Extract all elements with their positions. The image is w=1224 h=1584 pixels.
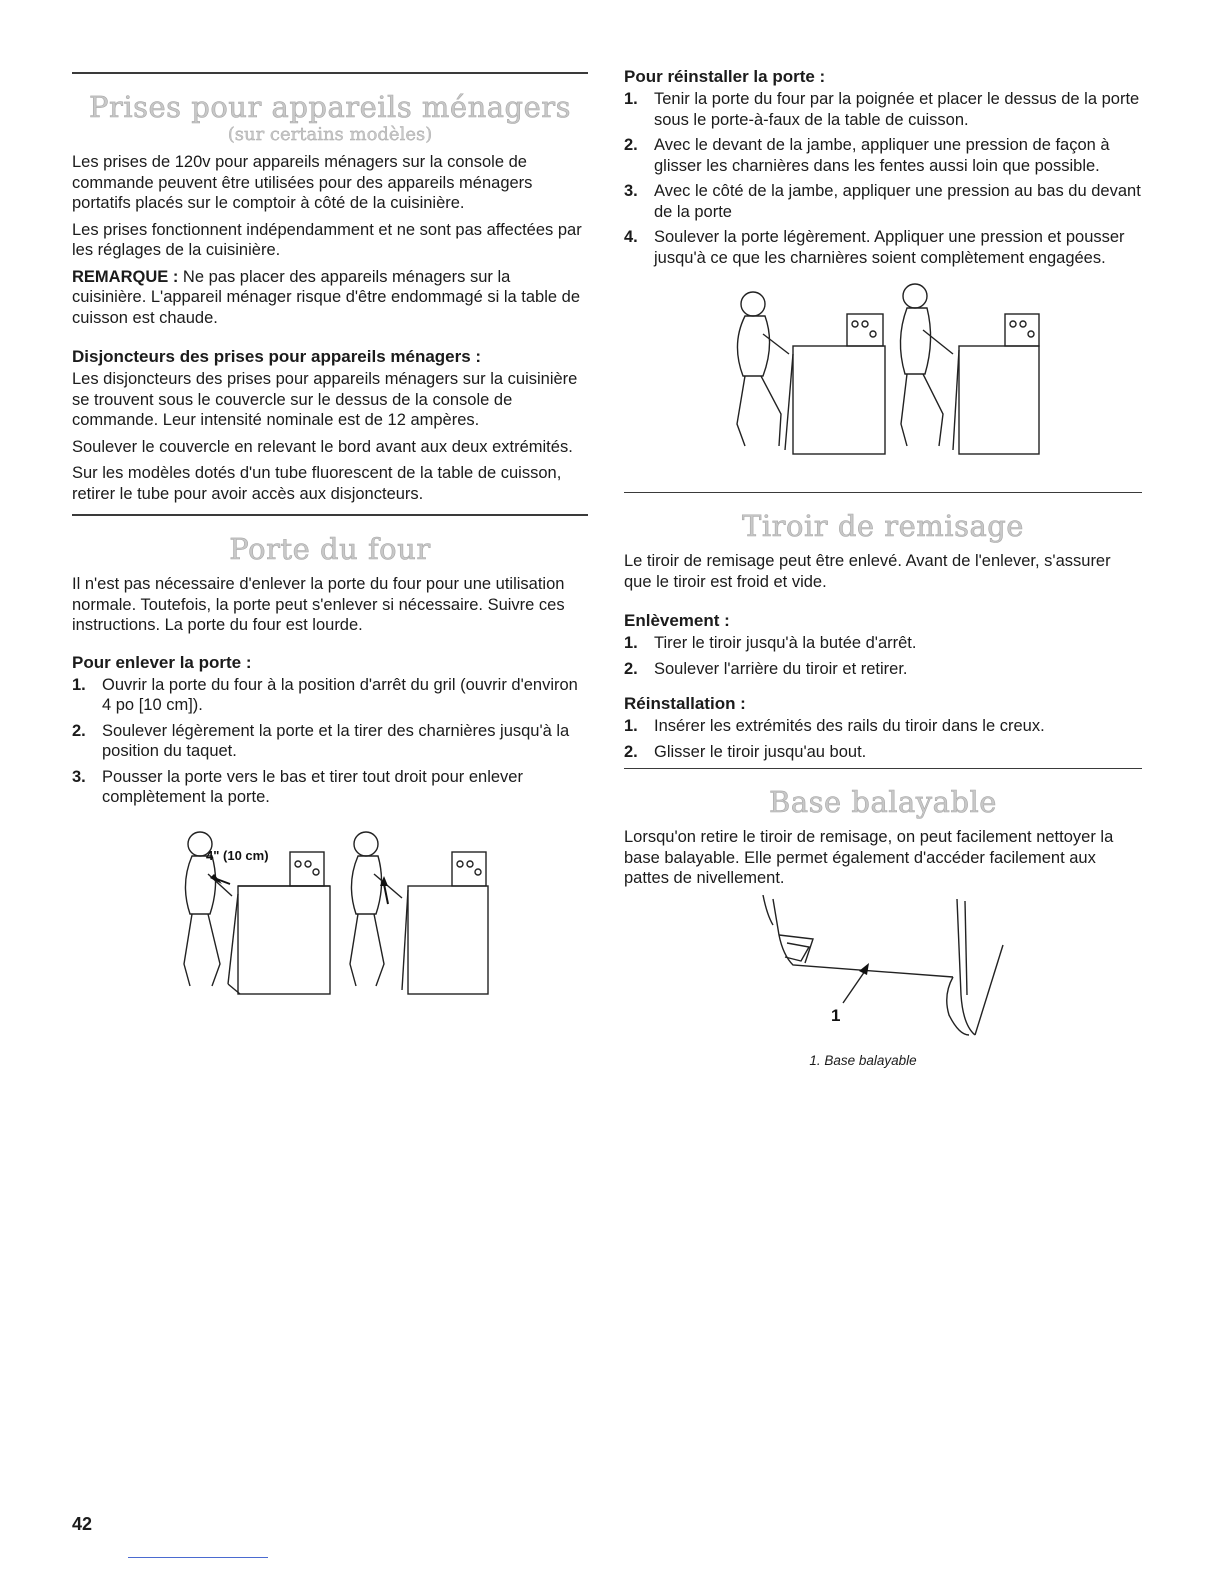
section-title-base: Base balayable: [769, 785, 997, 819]
door-removal-illustration: [170, 814, 490, 1014]
list-item: 1. Tirer le tiroir jusqu'à la butée d'arrêt.: [624, 634, 917, 652]
list-item: 4. Soulever la porte légèrement. Appliquer une pression et pousser jusqu'à ce que les charnières soient complètement engagées.: [624, 228, 1125, 267]
section-title-tiroir: Tiroir de remisage: [742, 509, 1024, 543]
right-column: [624, 66, 1142, 1068]
remark-paragraph: [72, 267, 588, 329]
list-item: 1. Ouvrir la porte du four à la position d'arrêt du gril (ouvrir d'environ 4 po [10 cm]).: [72, 675, 578, 714]
remark-text: Ne pas placer des appareils ménagers sur la cuisinière. L'appareil ménager risque d'être endommagé si la table de cuisson est chaude.: [72, 267, 581, 327]
steps-reinstallation: [624, 716, 1142, 762]
section-divider: [624, 492, 1142, 493]
list-item: 3. Avec le côté de la jambe, appliquer une pression au bas du devant de la porte: [624, 182, 1141, 221]
list-item: 2. Glisser le tiroir jusqu'au bout.: [624, 742, 867, 761]
heading-enlevement: Enlèvement :: [624, 611, 730, 630]
section-subtitle-prises: (sur certains modèles): [227, 124, 433, 145]
section-divider: [72, 72, 588, 74]
page-number: 42: [72, 1514, 93, 1534]
heading-enlever-porte: Pour enlever la porte :: [72, 652, 252, 672]
heading-disjoncteurs: Disjoncteurs des prises pour appareils ménagers :: [72, 347, 482, 366]
callout-number: 1: [831, 1005, 841, 1025]
heading-reinstallation: Réinstallation :: [624, 694, 746, 713]
left-column: [72, 60, 588, 1014]
section-title-porte: Porte du four: [229, 532, 431, 566]
paragraph: Les prises de 120v pour appareils ménagers sur la console de commande peuvent être utilisées pour des appareils ménagers portatifs placés sur le comptoir à côté de la cuisinière.: [72, 153, 533, 212]
list-item: 2. Soulever l'arrière du tiroir et retirer.: [624, 659, 908, 678]
paragraph: Le tiroir de remisage peut être enlevé. Avant de l'enlever, s'assurer que le tiroir est froid et vide.: [624, 552, 1111, 591]
remark-label: REMARQUE :: [72, 267, 179, 286]
section-title-prises: Prises pour appareils ménagers: [88, 90, 572, 124]
list-item: 1. Tenir la porte du four par la poignée et placer le dessus de la porte sous le porte-à-faux de la table de cuisson.: [624, 90, 1140, 129]
list-item: 1. Insérer les extrémités des rails du tiroir dans le creux.: [624, 717, 1045, 735]
paragraph: Lorsqu'on retire le tiroir de remisage, on peut facilement nettoyer la base balayable. Elle permet également d'accéder facilement aux pattes de nivellement.: [624, 828, 1114, 887]
section-divider: [624, 768, 1142, 769]
paragraph: Sur les modèles dotés d'un tube fluorescent de la table de cuisson, retirer le tube pour avoir accès aux disjoncteurs.: [72, 464, 562, 503]
arrow-icon: [859, 963, 869, 975]
paragraph: Les disjoncteurs des prises pour appareils ménagers sur la cuisinière se trouvent sous le couvercle sur le dessus de la console de commande. Leur intensité nominale est de 12 ampères.: [72, 370, 578, 429]
figure-caption: 1. Base balayable: [809, 1052, 917, 1068]
steps-enlever-porte: [72, 675, 588, 808]
door-reinstall-illustration: [723, 274, 1043, 474]
list-item: 2. Avec le devant de la jambe, appliquer une pression de façon à glisser les charnières dans les fentes aussi loin que possible.: [624, 136, 1110, 175]
steps-enlevement: [624, 633, 1142, 679]
base-illustration: [753, 895, 1013, 1045]
figure-label: 4" (10 cm): [206, 847, 269, 863]
paragraph: Il n'est pas nécessaire d'enlever la porte du four pour une utilisation normale. Toutefois, la porte peut s'enlever si nécessaire. Suivre ces instructions. La porte du four est lourde.: [72, 575, 565, 634]
footer-line: [128, 1557, 268, 1558]
heading-reinstaller-porte: Pour réinstaller la porte :: [624, 67, 826, 86]
section-divider: [72, 514, 588, 516]
paragraph: Soulever le couvercle en relevant le bord avant aux deux extrémités.: [72, 437, 573, 456]
list-item: 2. Soulever légèrement la porte et la tirer des charnières jusqu'à la position du taquet.: [72, 721, 570, 760]
steps-reinstaller-porte: [624, 89, 1142, 268]
list-item: 3. Pousser la porte vers le bas et tirer tout droit pour enlever complètement la porte.: [72, 767, 523, 806]
paragraph: Les prises fonctionnent indépendamment et ne sont pas affectées par les réglages de la cuisinière.: [72, 220, 582, 259]
